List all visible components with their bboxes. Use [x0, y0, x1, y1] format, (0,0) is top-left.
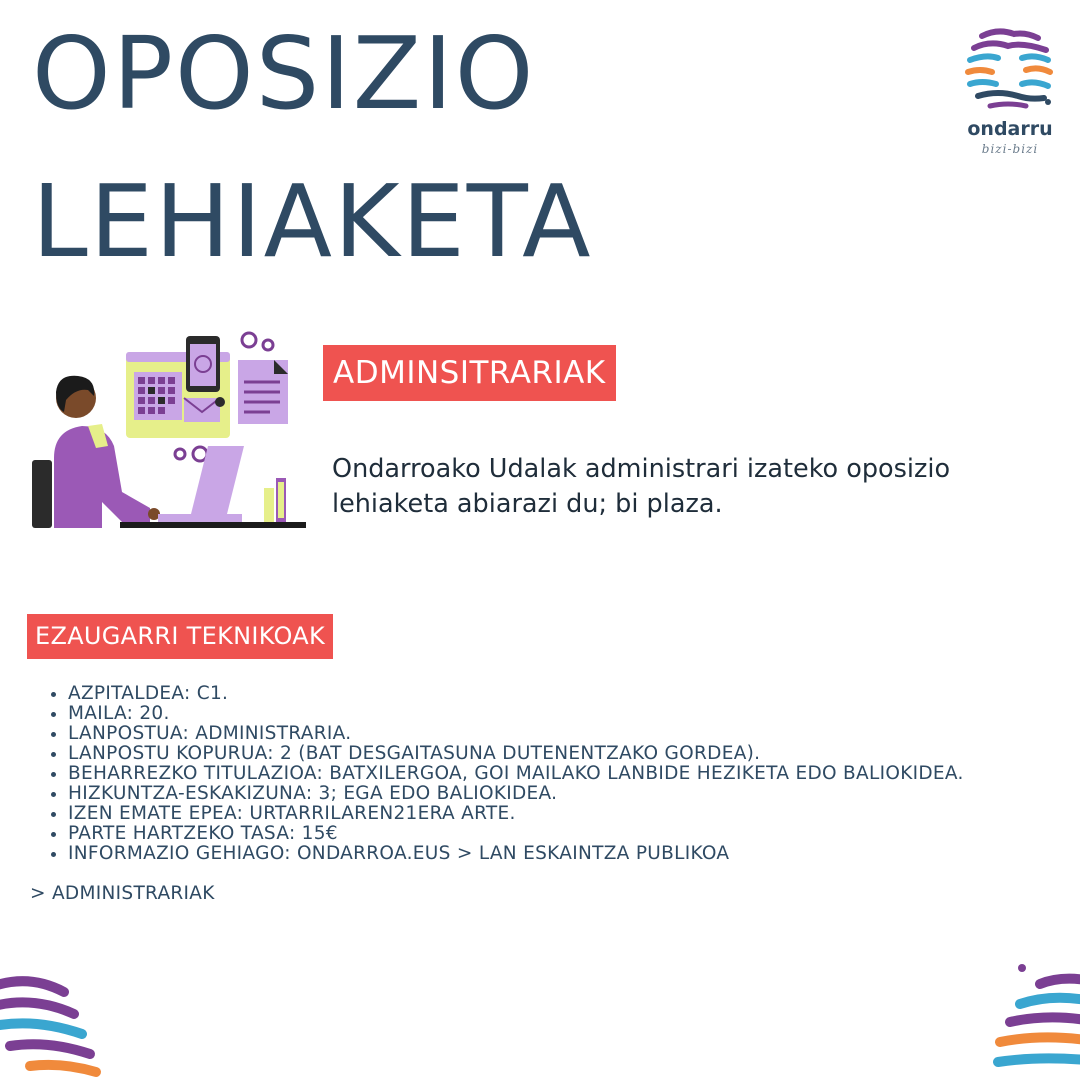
specs-heading-badge: EZAUGARRI TEKNIKOAK: [27, 614, 333, 659]
spec-item-more-information: • INFORMAZIO GEHIAGO: ONDARROA.EUS > LAN ESKAINTZA PUBLIKOA: [68, 844, 1068, 864]
office-worker-illustration: [30, 322, 310, 536]
wave-decoration-bottom-left: [0, 968, 110, 1080]
specs-list: [48, 684, 1068, 864]
job-title-badge: ADMINSITRARIAK: [323, 345, 616, 401]
spec-item-subgroup: • AZPITALDEA: C1.: [68, 684, 1068, 704]
spec-item-required-degree: • BEHARREZKO TITULAZIOA: BATXILERGOA, GOI MAILAKO LANBIDE HEZIKETA EDO BALIOKIDEA.: [68, 764, 1068, 784]
ondarru-wave-icon: [964, 28, 1054, 112]
spec-item-registration-period: • IZEN EMATE EPEA: URTARRILAREN21ERA ARTE.: [68, 804, 1068, 824]
ondarru-logo: [962, 28, 1058, 156]
logo-name: ondarru: [967, 118, 1053, 140]
spec-item-position: • LANPOSTUA: ADMINISTRARIA.: [68, 724, 1068, 744]
spec-item-level: • MAILA: 20.: [68, 704, 1068, 724]
logo-tagline: bizi-bizi: [981, 142, 1039, 156]
announcement-description: Ondarroako Udalak administrari izateko oposizio lehiaketa abiarazi du; bi plaza.: [332, 454, 951, 519]
spec-item-participation-fee: • PARTE HARTZEKO TASA: 15€: [68, 824, 1068, 844]
more-information-path: > ADMINISTRARIAK: [30, 883, 215, 904]
page-title-line-1: OPOSIZIO: [32, 15, 536, 132]
spec-item-number-of-positions: • LANPOSTU KOPURUA: 2 (BAT DESGAITASUNA DUTENENTZAKO GORDEA).: [68, 744, 1068, 764]
wave-decoration-bottom-right: [990, 958, 1080, 1080]
office-worker-at-laptop-icon: [30, 322, 310, 532]
spec-item-language-requirement: • HIZKUNTZA-ESKAKIZUNA: 3; EGA EDO BALIOKIDEA.: [68, 784, 1068, 804]
page-title-line-2: LEHIAKETA: [32, 163, 593, 280]
